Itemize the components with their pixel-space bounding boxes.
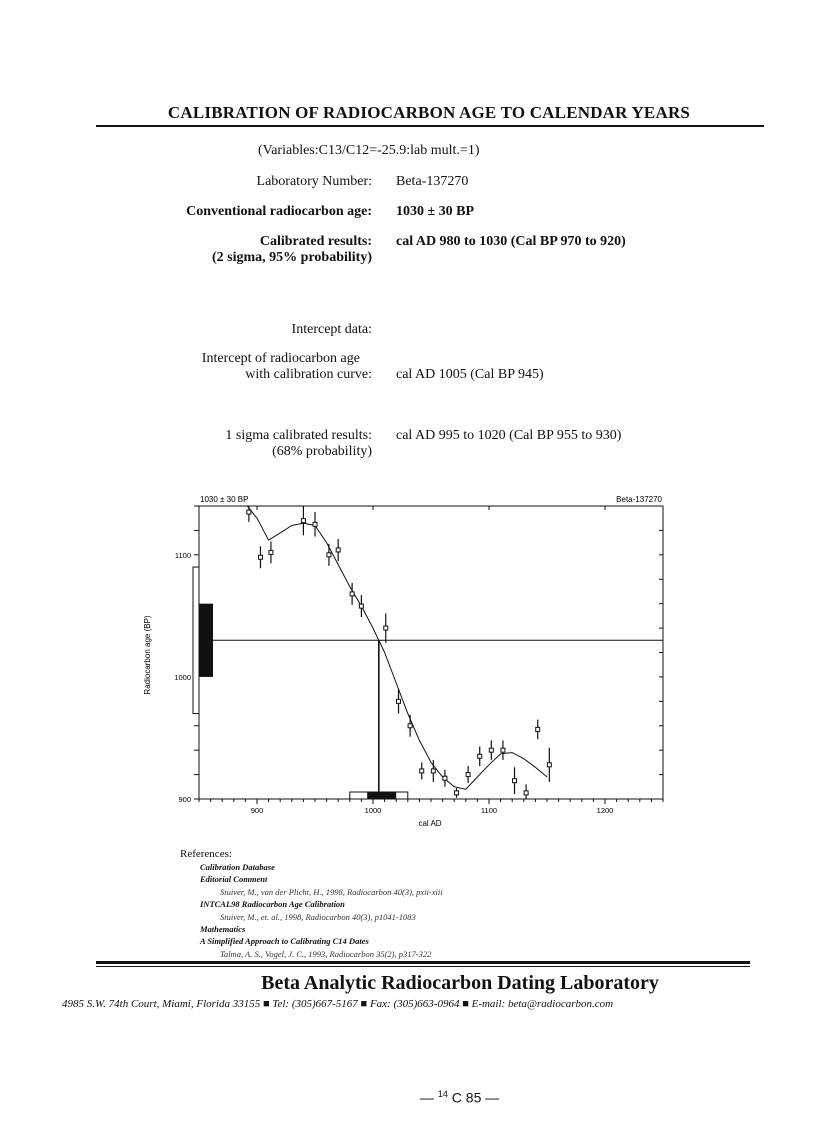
data-point xyxy=(431,769,435,773)
intercept-value: cal AD 1005 (Cal BP 945) xyxy=(396,367,544,382)
conventional-age-label: Conventional radiocarbon age: xyxy=(186,204,372,219)
data-point xyxy=(327,553,331,557)
references-header: References: xyxy=(180,848,232,860)
data-point xyxy=(466,773,470,777)
data-points xyxy=(247,502,551,801)
data-point xyxy=(420,769,424,773)
y-tick-label: 1000 xyxy=(174,672,191,682)
x-tick-label: 1100 xyxy=(480,806,498,815)
lab-number-label: Laboratory Number: xyxy=(256,174,372,189)
reference-heading: INTCAL98 Radiocarbon Age Calibration xyxy=(200,899,345,910)
reference-heading: Mathematics xyxy=(200,924,246,934)
lab-number-value: Beta-137270 xyxy=(396,174,469,189)
calibrated-value: cal AD 980 to 1030 (Cal BP 970 to 920) xyxy=(396,234,626,249)
age-1sigma-box xyxy=(199,604,213,677)
data-point xyxy=(524,791,528,795)
data-point xyxy=(513,779,517,783)
chart-corner-label: Beta-137270 xyxy=(616,495,662,504)
reference-heading: Calibration Database xyxy=(200,862,275,872)
data-point xyxy=(359,604,363,608)
chart-ylabel: Radiocarbon age (BP) xyxy=(143,615,152,695)
footer-rule xyxy=(96,961,750,964)
calibration-curve xyxy=(199,494,547,789)
reference-text: Talma, A. S., Vogel, J. C., 1993, Radiocarbon 35(2), p317-322 xyxy=(220,948,432,959)
intercept-label-1: Intercept of radiocarbon age xyxy=(201,351,360,366)
data-point xyxy=(269,550,273,554)
data-point xyxy=(301,519,305,523)
calibrated-sublabel: (2 sigma, 95% probability) xyxy=(212,250,372,265)
intercept-header: Intercept data: xyxy=(291,322,372,337)
y-tick-label: 900 xyxy=(178,795,191,804)
reference-text: Stuiver, M., et. al., 1998, Radiocarbon 40(3), p1041-1083 xyxy=(220,911,416,922)
one-sigma-sublabel: (68% probability) xyxy=(272,444,372,459)
variables-line: (Variables:C13/C12=-25.9:lab mult.=1) xyxy=(258,143,480,158)
lab-name: Beta Analytic Radiocarbon Dating Laboratory xyxy=(261,972,659,994)
data-point xyxy=(455,791,459,795)
reference-text: Stuiver, M., van der Plicht, H., 1998, Radiocarbon 40(3), pxii-xiii xyxy=(220,886,443,897)
data-point xyxy=(489,748,493,752)
reference-heading: Editorial Comment xyxy=(200,874,268,885)
data-point xyxy=(397,699,401,703)
data-point xyxy=(247,510,251,514)
data-point xyxy=(443,776,447,780)
page-number-dash-right: — xyxy=(485,1089,500,1106)
one-sigma-label: 1 sigma calibrated results: xyxy=(225,428,372,443)
page-title: CALIBRATION OF RADIOCARBON AGE TO CALENDAR YEARS xyxy=(167,103,691,122)
page-number-dash-left: — xyxy=(420,1089,434,1106)
data-point xyxy=(547,763,551,767)
reference-heading: A Simplified Approach to Calibrating C14 Dates xyxy=(200,936,369,947)
data-point xyxy=(336,548,340,552)
x-tick-label: 1200 xyxy=(596,806,614,815)
x-tick-label: 900 xyxy=(250,806,264,815)
page-number xyxy=(420,1089,499,1106)
lab-address: 4985 S.W. 74th Court, Miami, Florida 33155 ■ Tel: (305)667-5167 ■ Fax: (305)663-0964 ■ E-mail: beta@radiocarbon.com xyxy=(62,998,614,1010)
intercept-label-2: with calibration curve: xyxy=(245,367,372,382)
page-number-sup: 14 xyxy=(437,1089,448,1099)
y-tick-label: 1100 xyxy=(174,550,191,560)
calibrated-1sigma-bar xyxy=(367,792,396,799)
data-point xyxy=(258,555,262,559)
chart-xlabel: cal AD xyxy=(418,819,442,828)
data-point xyxy=(384,626,388,630)
age-2sigma-box xyxy=(193,567,199,714)
chart-title: 1030 ± 30 BP xyxy=(200,495,249,504)
data-point xyxy=(478,754,482,758)
conventional-age-value: 1030 ± 30 BP xyxy=(396,204,475,219)
data-point xyxy=(313,522,317,526)
one-sigma-value: cal AD 995 to 1020 (Cal BP 955 to 930) xyxy=(396,428,622,443)
calibrated-label: Calibrated results: xyxy=(259,234,372,249)
data-point xyxy=(408,724,412,728)
footer-rule-thin xyxy=(96,966,750,967)
page-number-main: C 85 xyxy=(451,1089,482,1106)
x-tick-label: 1000 xyxy=(364,806,382,815)
data-point xyxy=(350,592,354,596)
data-point xyxy=(536,727,540,731)
data-point xyxy=(501,748,505,752)
